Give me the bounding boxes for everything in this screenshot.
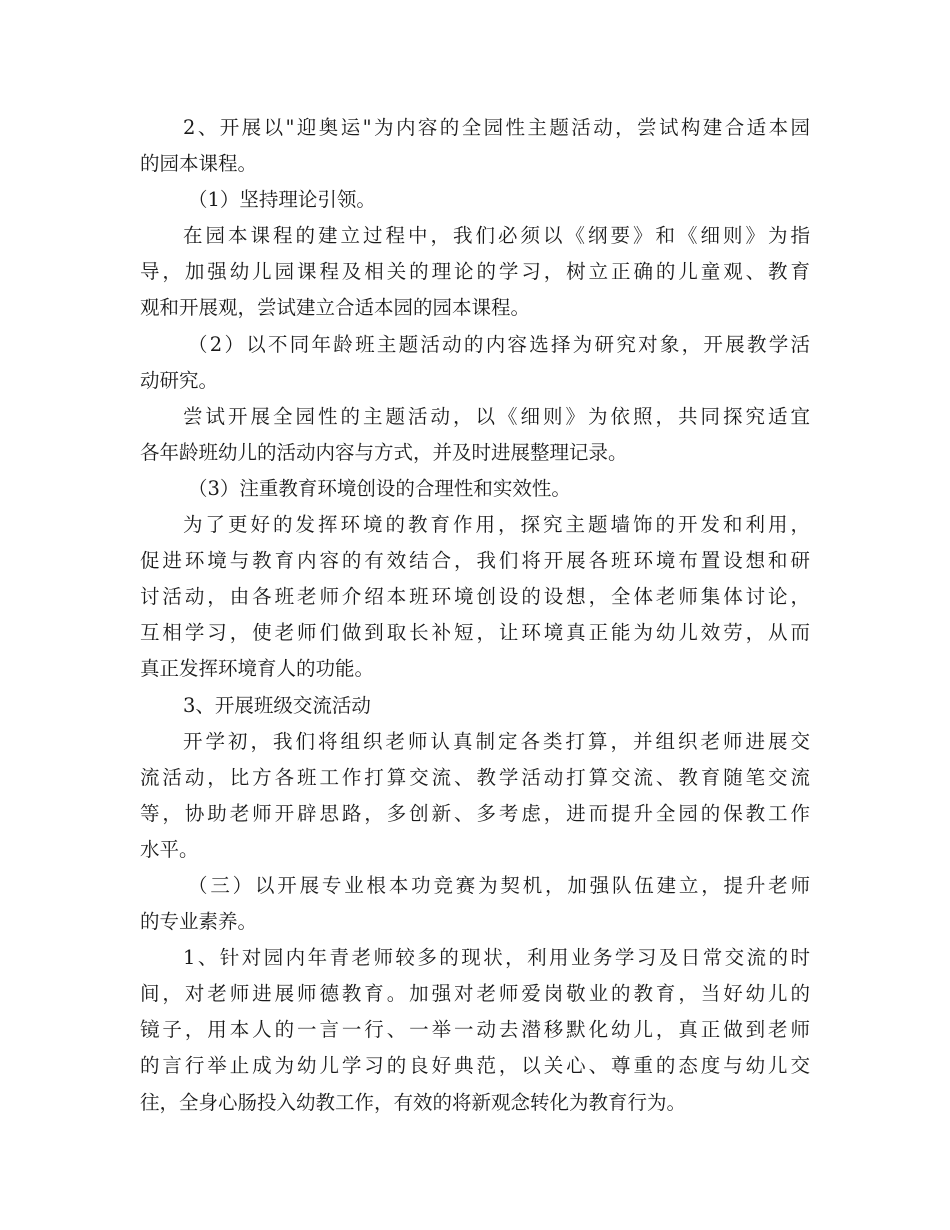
- paragraph-line: 的园本课程。: [140, 152, 258, 176]
- section-heading-continued: 的专业素养。: [140, 910, 258, 934]
- paragraph-line: 的言行举止成为幼儿学习的良好典范，以关心、尊重的态度与幼儿交: [140, 1054, 810, 1078]
- document-body: [140, 110, 810, 1121]
- section-heading: （2）以不同年龄班主题活动的内容选择为研究对象，开展教学活: [188, 332, 810, 356]
- paragraph-line: 2、开展以"迎奥运"为内容的全园性主题活动，尝试构建合适本园: [183, 116, 810, 139]
- paragraph-line: 在园本课程的建立过程中，我们必须以《纲要》和《细则》为指: [183, 224, 810, 248]
- section-heading: （1）坚持理论引领。: [188, 188, 376, 212]
- paragraph-line: 1、针对园内年青老师较多的现状，利用业务学习及日常交流的时: [183, 946, 810, 970]
- paragraph-line: 等，协助老师开辟思路，多创新、多考虑，进而提升全园的保教工作: [140, 801, 810, 825]
- section-heading-continued: 动研究。: [140, 368, 219, 392]
- paragraph-line: 促进环境与教育内容的有效结合，我们将开展各班环境布置设想和研: [140, 549, 810, 573]
- paragraph-line: 观和开展观，尝试建立合适本园的园本课程。: [140, 296, 531, 320]
- paragraph-line: 真正发挥环境育人的功能。: [140, 657, 375, 681]
- section-heading: 3、开展班级交流活动: [183, 693, 371, 717]
- paragraph-line: 开学初，我们将组织老师认真制定各类打算，并组织老师进展交: [183, 729, 810, 753]
- paragraph-line: 互相学习，使老师们做到取长补短，让环境真正能为幼儿效劳，从而: [140, 621, 810, 645]
- paragraph-line: 尝试开展全园性的主题活动，以《细则》为依照，共同探究适宜: [183, 404, 810, 428]
- paragraph-line: 为了更好的发挥环境的教育作用，探究主题墙饰的开发和利用，: [183, 513, 810, 537]
- paragraph-line: 导，加强幼儿园课程及相关的理论的学习，树立正确的儿童观、教育: [140, 260, 810, 284]
- paragraph-line: 水平。: [140, 837, 199, 861]
- section-heading: （3）注重教育环境创设的合理性和实效性。: [188, 476, 571, 500]
- paragraph-line: 各年龄班幼儿的活动内容与方式，并及时进展整理记录。: [140, 440, 628, 464]
- paragraph-line: 镜子，用本人的一言一行、一举一动去潜移默化幼儿，真正做到老师: [140, 1018, 810, 1042]
- paragraph-line: 讨活动，由各班老师介绍本班环境创设的设想，全体老师集体讨论，: [140, 585, 810, 609]
- paragraph-line: 流活动，比方各班工作打算交流、教学活动打算交流、教育随笔交流: [140, 765, 810, 789]
- section-heading: （三）以开展专业根本功竞赛为契机，加强队伍建立，提升老师: [188, 873, 810, 897]
- paragraph-line: 间，对老师进展师德教育。加强对老师爱岗敬业的教育，当好幼儿的: [140, 982, 810, 1006]
- paragraph-line: 往，全身心肠投入幼教工作，有效的将新观念转化为教育行为。: [140, 1090, 687, 1114]
